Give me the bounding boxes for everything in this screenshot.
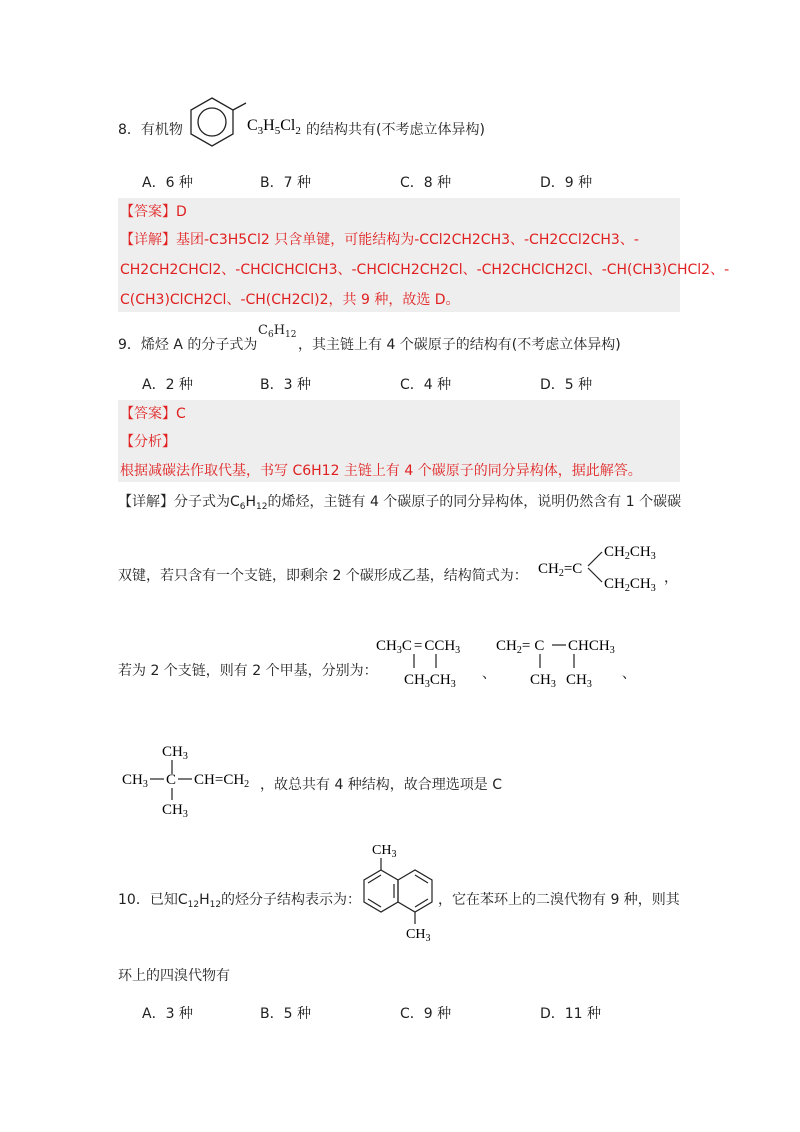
q9-stem-prefix: 9．烯烃 A 的分子式为 bbox=[118, 337, 258, 353]
q9-option-c: C．4 种 bbox=[400, 377, 452, 393]
q9-analysis-label: 【分析】 bbox=[120, 434, 176, 450]
q9-structure-1 bbox=[536, 538, 666, 594]
q10-stem: 10．已知$C_{12}H_{12}$的烃分子结构表示为： bbox=[118, 892, 362, 910]
q10-option-d: D．11 种 bbox=[540, 1006, 602, 1022]
q8-answer: 【答案】D bbox=[120, 204, 187, 220]
q8-detail-line-3: C(CH3)ClCH2Cl、-CH(CH2Cl)2，共 9 种，故选 D。 bbox=[120, 292, 460, 308]
svg-text:CHCH3: $CHCH_3$ bbox=[568, 638, 615, 656]
q9-analysis: 根据减碳法作取代基，书写 C6H12 主链上有 4 个碳原子的同分异构体，据此解答。 bbox=[120, 463, 642, 479]
q8-option-b: B．7 种 bbox=[260, 175, 311, 191]
q9-separator-2: 、 bbox=[622, 666, 636, 682]
q9-detail-line-3: 若为 2 个支链，则有 2 个甲基，分别为： bbox=[118, 663, 378, 679]
q10-stem-line-2: 环上的四溴代物有 bbox=[118, 968, 230, 984]
q9-detail-line-1: 【详解】分子式为$C_6H_{12}$的烯烃，主链有 4 个碳原子的同分异构体，说明仍然含有 1 个碳碳 bbox=[118, 494, 682, 512]
q8-option-c: C．8 种 bbox=[400, 175, 452, 191]
q9-option-a: A．2 种 bbox=[142, 377, 193, 393]
q8-detail-line-1: 【详解】基团-C3H5Cl2 只含单键，可能结构为-CCl2CH2CH3、-CH2CCl2CH3、- bbox=[120, 232, 639, 248]
q9-structure-2 bbox=[374, 630, 486, 690]
q9-option-b: B．3 种 bbox=[260, 377, 311, 393]
q10-naphthalene-structure bbox=[348, 838, 438, 950]
svg-text:CH3: $CH_3$ bbox=[162, 802, 188, 820]
svg-text:CH3C=CCH3: $CH_3C = CCH_3$ bbox=[376, 638, 461, 656]
svg-text:CH2=C: $CH_2= C$ bbox=[496, 638, 545, 656]
q9-structure-4 bbox=[120, 738, 260, 820]
q9-structure-3 bbox=[494, 630, 622, 690]
svg-text:CH3: $CH_3$ bbox=[162, 744, 188, 762]
q9-separator-1: 、 bbox=[482, 666, 496, 682]
q8-stem-suffix: 的结构共有(不考虑立体异构) bbox=[306, 122, 485, 138]
svg-text:CH2CH3: $CH_2CH_3$ bbox=[604, 544, 656, 562]
q9-detail-line-4: ，故总共有 4 种结构，故合理选项是 C bbox=[260, 777, 503, 793]
q8-stem-prefix: 8．有机物 bbox=[118, 122, 183, 138]
q9-formula: $C_6H_{12}$ bbox=[258, 323, 297, 340]
q9-option-d: D．5 种 bbox=[540, 377, 593, 393]
svg-text:CH3: $CH_3$ bbox=[372, 843, 397, 860]
q10-option-a: A．3 种 bbox=[142, 1006, 193, 1022]
q10-option-c: C．9 种 bbox=[400, 1006, 452, 1022]
svg-text:CH3: $CH_3$ bbox=[122, 772, 148, 790]
q10-stem-suffix: ，它在苯环上的二溴代物有 9 种，则其 bbox=[438, 892, 680, 908]
q9-detail-line-2: 双键，若只含有一个支链，即剩余 2 个碳形成乙基，结构简式为： bbox=[118, 568, 528, 584]
svg-text:CH2=C: $CH_2=C$ bbox=[538, 561, 583, 579]
q8-detail-line-2: CH2CH2CHCl2、-CHClCHClCH3、-CHClCH2CH2Cl、-CH2CHClCH2Cl、-CH(CH3)CHCl2、- bbox=[120, 262, 730, 278]
svg-text:CH2CH3: $CH_2CH_3$ bbox=[604, 576, 656, 594]
svg-text:CH3: $CH_3$ bbox=[566, 672, 592, 690]
q9-detail-line-2-end: ， bbox=[664, 570, 678, 586]
svg-text:CH3: $CH_3$ bbox=[406, 927, 431, 944]
q8-benzene-structure bbox=[182, 92, 310, 152]
q8-option-d: D．9 种 bbox=[540, 175, 593, 191]
svg-text:CH3: $CH_3$ bbox=[530, 672, 556, 690]
svg-text:CH=CH2: $CH=CH_2$ bbox=[194, 772, 250, 790]
q10-option-b: B．5 种 bbox=[260, 1006, 311, 1022]
svg-text:CH3CH3: $CH_3CH_3$ bbox=[404, 672, 456, 690]
q9-stem-suffix: ，其主链上有 4 个碳原子的结构有(不考虑立体异构) bbox=[298, 337, 621, 353]
q8-substituent-label: $C_3H_5Cl_2$ bbox=[247, 117, 301, 137]
q8-option-a: A．6 种 bbox=[142, 175, 193, 191]
q9-answer: 【答案】C bbox=[120, 406, 186, 422]
svg-text:C: C bbox=[166, 772, 177, 788]
